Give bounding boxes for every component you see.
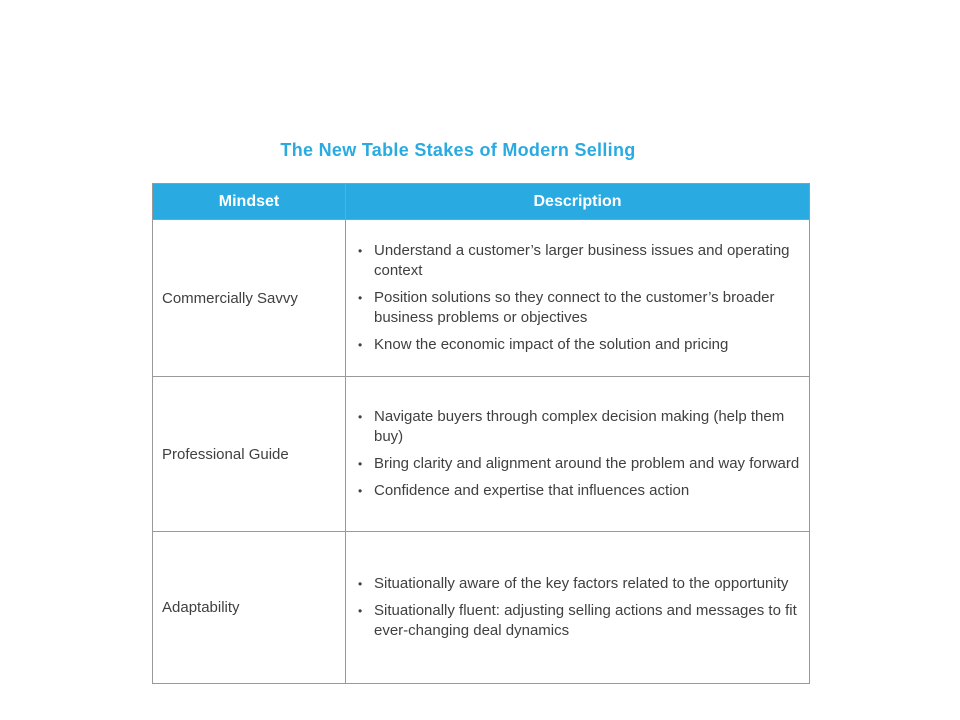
bullet-text: Confidence and expertise that influences action <box>374 482 690 499</box>
bullet-item <box>358 407 803 447</box>
mindset-cell: Adaptability <box>153 532 346 684</box>
description-cell <box>346 220 810 377</box>
bullet-item <box>358 288 803 328</box>
bullet-text: Understand a customer’s larger business issues and operating context <box>374 242 790 279</box>
bullet-text: Position solutions so they connect to the customer’s broader business problems or objectives <box>374 289 775 326</box>
table-header-row <box>153 184 810 220</box>
bullet-dot: • <box>358 410 363 424</box>
bullet-item <box>358 241 803 281</box>
bullet-text: Know the economic impact of the solution and pricing <box>374 336 729 353</box>
description-cell <box>346 532 810 684</box>
table-row <box>153 220 810 377</box>
bullet-item <box>358 601 803 641</box>
bullet-text: Situationally aware of the key factors related to the opportunity <box>374 575 789 592</box>
mindset-cell: Commercially Savvy <box>153 220 346 377</box>
column-header-description: Description <box>346 184 810 220</box>
bullet-dot: • <box>358 338 363 352</box>
bullet-text: Navigate buyers through complex decision making (help them buy) <box>374 408 785 445</box>
table-row <box>153 532 810 684</box>
bullet-dot: • <box>358 577 363 591</box>
slide-title: The New Table Stakes of Modern Selling <box>280 140 636 160</box>
bullet-item <box>358 481 803 501</box>
bullet-text: Situationally fluent: adjusting selling actions and messages to fit ever-changing deal dynamics <box>374 602 797 639</box>
bullet-dot: • <box>358 457 363 471</box>
column-header-mindset: Mindset <box>153 184 346 220</box>
bullet-dot: • <box>358 291 363 305</box>
bullet-dot: • <box>358 244 363 258</box>
bullet-dot: • <box>358 604 363 618</box>
bullet-item <box>358 574 803 594</box>
bullet-item <box>358 335 803 355</box>
description-cell <box>346 377 810 532</box>
table-row <box>153 377 810 532</box>
bullet-dot: • <box>358 484 363 498</box>
bullet-item <box>358 454 803 474</box>
bullet-text: Bring clarity and alignment around the problem and way forward <box>374 455 800 472</box>
mindset-table <box>152 183 810 684</box>
mindset-cell: Professional Guide <box>153 377 346 532</box>
